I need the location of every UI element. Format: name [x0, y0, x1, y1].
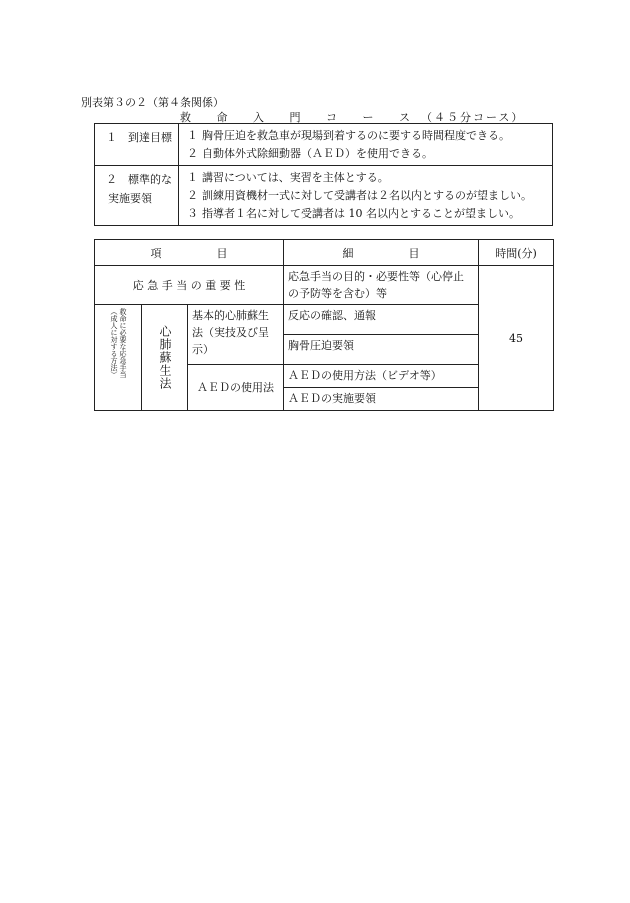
list-item: [187, 205, 548, 223]
header-item: 項 目: [95, 240, 284, 266]
list-item: [187, 127, 548, 145]
group-b-cell: [142, 305, 188, 411]
label-line: 実施要領: [108, 192, 152, 205]
item-number: ２: [187, 147, 198, 160]
row-importance: 応 急 手 当 の 重 要 性: [95, 266, 284, 305]
page-heading: 別表第３の２（第４条関係）: [81, 96, 224, 109]
goals-row: [95, 124, 553, 166]
group-a-label: 救命に必要な応急手当（成人に対する方法）: [110, 308, 127, 378]
course-duration: （４５分コース）: [420, 111, 525, 124]
group-a-cell: [95, 305, 142, 411]
implementation-items: [179, 166, 553, 226]
list-item: [187, 145, 548, 163]
label-line: ２ 標準的な: [106, 173, 172, 186]
item-number: １: [187, 171, 198, 184]
subgroup-aed: ＡＥＤの使用法: [188, 365, 284, 411]
detail-cell: 反応の確認、通報: [284, 305, 479, 335]
header-time: 時間(分): [479, 240, 554, 266]
table-header-row: [95, 240, 554, 266]
detail-cell: ＡＥＤの実施要領: [284, 388, 479, 411]
course-name: 救 命 入 門 コ ー ス: [180, 111, 421, 124]
curriculum-table: [94, 239, 554, 411]
goals-label: [95, 124, 179, 166]
label-line: １ 到達目標: [106, 131, 172, 144]
item-text: 自動体外式除細動器（ＡＥＤ）を使用できる。: [202, 147, 433, 160]
goals-items: [179, 124, 553, 166]
detail-cell: ＡＥＤの使用方法（ビデオ等）: [284, 365, 479, 388]
table-row: [95, 266, 554, 305]
item-text: 訓練用資機材一式に対して受講者は２名以内とするのが望ましい。: [202, 189, 532, 202]
item-number: ３: [187, 207, 198, 220]
item-number: ２: [187, 189, 198, 202]
detail-cell: 胸骨圧迫要領: [284, 335, 479, 365]
subgroup-basic-cpr: 基本的心肺蘇生法（実技及び呈示）: [188, 305, 284, 365]
item-number: １: [187, 129, 198, 142]
goals-table: [94, 123, 553, 226]
list-item: [187, 169, 548, 187]
row-importance-detail: 応急手当の目的・必要性等（心停止の予防等を含む）等: [284, 266, 479, 305]
item-text: 講習については、実習を主体とする。: [202, 171, 389, 184]
implementation-row: [95, 166, 553, 226]
item-text: 胸骨圧迫を救急車が現場到着するのに要する時間程度できる。: [202, 129, 510, 142]
header-detail: 細 目: [284, 240, 479, 266]
item-text: 指導者１名に対して受講者は 10 名以内とすることが望ましい。: [202, 207, 520, 220]
group-b-label: 心肺蘇生法: [158, 325, 172, 390]
time-value: 45: [479, 266, 554, 411]
implementation-label: [95, 166, 179, 226]
list-item: [187, 187, 548, 205]
